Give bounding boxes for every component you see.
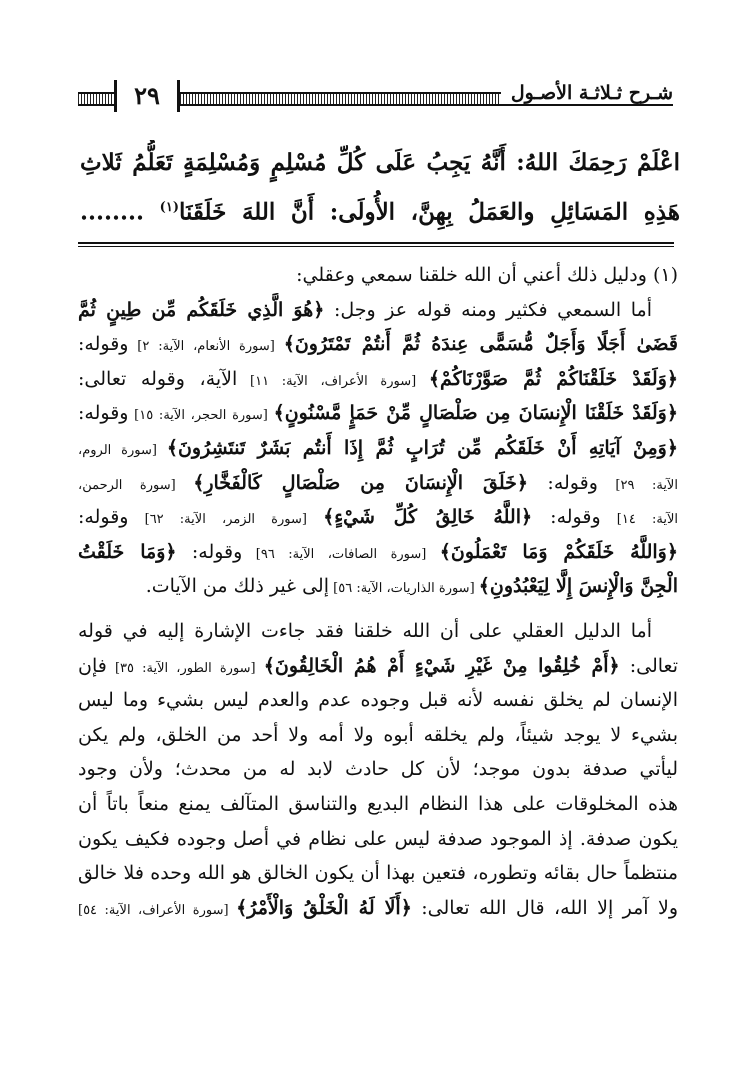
- surah-reference: [سورة الطور، الآية: ٣٥]: [106, 660, 264, 676]
- commentary-line: [78, 466, 678, 501]
- commentary-line: [78, 891, 678, 926]
- quran-verse: قَضَىٰ أَجَلًا وَأَجَلٌ مُّسَمًّى عِندَهُ ثُمَّ أَنتُمْ تَمْتَرُونَ﴾: [283, 333, 678, 356]
- quran-verse: ﴿وَلَقَدْ خَلَقْنَا الْإِنسَانَ مِن صَلْصَالٍ مِّنْ حَمَإٍ مَّسْنُونٍ﴾: [273, 402, 678, 425]
- footnote-reference: (١): [159, 200, 179, 215]
- quran-verse: ﴿وَاللَّهُ خَلَقَكُمْ وَمَا تَعْمَلُونَ﴾: [439, 540, 678, 563]
- commentary-text: وقوله:: [176, 540, 243, 563]
- commentary-line: يكون صدفة. إذ الموجود صدفة ليس على نظام في أصل وجوده فكيف يكون: [78, 827, 678, 850]
- quran-verse: ﴿اللَّهُ خَالِقُ كُلِّ شَيْءٍ﴾: [323, 506, 533, 529]
- commentary-line: أما الدليل العقلي على أن الله خلقنا فقد جاءت الإشارة إليه في قوله: [78, 619, 652, 642]
- commentary-line: منتظماً حال بقائه وتطوره، فتعين بهذا أن يكون الخالق هو الله وحده فلا خالق: [78, 862, 678, 885]
- commentary-line: بشيء لا يوجد شيئاً، ولم يخلقه أبوه ولا أمه ولا أحد من الخلق، ولم يكن: [78, 723, 678, 746]
- commentary-text: أما السمعي فكثير ومنه قوله عز وجل:: [324, 298, 652, 321]
- commentary-line: [78, 431, 678, 466]
- commentary-text: فإن: [78, 654, 107, 677]
- surah-reference: الآية: ٢٩]: [597, 477, 678, 493]
- dotted-leader: ........: [80, 198, 145, 226]
- surah-reference: [سورة الحجر، الآية: ١٥]: [128, 408, 274, 424]
- main-text: [80, 140, 680, 235]
- quran-verse: ﴿وَمَا خَلَقْتُ: [78, 540, 177, 563]
- commentary-text: إلى غير ذلك من الآيات.: [145, 575, 329, 598]
- commentary-text: تعالى:: [619, 654, 678, 677]
- commentary: [78, 258, 678, 925]
- commentary-line: [78, 327, 678, 362]
- quran-verse: الْجِنَّ وَالْإِنسَ إِلَّا لِيَعْبُدُونِ﴾: [478, 575, 678, 598]
- quran-verse: ﴿وَلَقَدْ خَلَقْنَاكُمْ ثُمَّ صَوَّرْنَاكُمْ﴾: [428, 367, 678, 390]
- commentary-text: وقوله:: [528, 471, 598, 494]
- footnote-separator: [78, 242, 674, 247]
- commentary-text: ولا آمر إلا الله، قال الله تعالى:: [411, 896, 678, 919]
- commentary-line: [78, 535, 678, 570]
- quran-verse: ﴿وَمِنْ آيَاتِهِ أَنْ خَلَقَكُم مِّن تُرَابٍ ثُمَّ إِذَا أَنتُم بَشَرٌ تَنتَشِرُونَ﴾: [166, 436, 678, 459]
- commentary-text: وقوله:: [532, 506, 601, 529]
- commentary-text: الآية، وقوله تعالى:: [78, 367, 238, 390]
- surah-reference: [سورة الأعراف، الآية: ١١]: [237, 373, 429, 389]
- surah-reference: [سورة الذاريات، الآية: ٥٦]: [329, 581, 479, 597]
- commentary-text: وقوله:: [78, 402, 129, 425]
- commentary-line: [78, 362, 678, 397]
- book-title: شـرح ثـلاثـة الأصـول: [501, 82, 673, 104]
- commentary-line: [78, 649, 678, 684]
- paragraph-gap: [78, 604, 678, 614]
- main-text-line: [80, 185, 680, 235]
- main-text-segment: هَذِهِ المَسَائِلِ والعَمَلُ بِهِنَّ، الأُولَى: أَنَّ اللهَ خَلَقَنَا: [178, 198, 680, 226]
- quran-verse: ﴿هُوَ الَّذِي خَلَقَكُم مِّن طِينٍ ثُمَّ: [78, 298, 325, 321]
- quran-verse: ﴿خَلَقَ الْإِنسَانَ مِن صَلْصَالٍ كَالْفَخَّارِ﴾: [193, 471, 529, 494]
- surah-reference: [سورة الرحمن،: [78, 477, 194, 493]
- commentary-line: هذه المخلوقات على هذا النظام البديع والتناسق المتآلف يمنع منعاً باتاً أن: [78, 792, 678, 815]
- main-text-line: اعْلَمْ رَحِمَكَ اللهُ: أَنَّهُ يَجِبُ عَلَى كُلِّ مُسْلِمٍ وَمُسْلِمَةٍ تَعَلُّمُ ثَلاثِ: [80, 149, 680, 176]
- surah-reference: [سورة الزمر، الآية: ٦٢]: [128, 512, 324, 528]
- quran-verse: ﴿أَلَا لَهُ الْخَلْقُ وَالْأَمْرُ﴾: [236, 896, 412, 919]
- commentary-line: ليأتي صدفة بدون موجد؛ لأن كل حادث لابد له من محدث؛ ولأن وجود: [78, 758, 678, 781]
- running-header: [78, 81, 673, 114]
- surah-reference: الآية: ١٤]: [600, 512, 678, 528]
- commentary-line: [78, 396, 678, 431]
- commentary-line: الإنسان لم يخلق نفسه لأنه قبل وجوده عدم والعدم ليس بشيء وما ليس: [78, 689, 678, 712]
- commentary-line: [78, 569, 678, 604]
- surah-reference: [سورة الصافات، الآية: ٩٦]: [242, 546, 440, 562]
- surah-reference: [سورة الأنعام، الآية: ٢]: [128, 339, 284, 355]
- commentary-text: وقوله:: [78, 506, 129, 529]
- commentary-line: [78, 500, 678, 535]
- quran-verse: ﴿أَمْ خُلِقُوا مِنْ غَيْرِ شَيْءٍ أَمْ هُمُ الْخَالِقُونَ﴾: [263, 654, 620, 677]
- commentary-line: (١) ودليل ذلك أعني أن الله خلقنا سمعي وعقلي:: [296, 264, 678, 286]
- surah-reference: [سورة الأعراف، الآية: ٥٤]: [78, 902, 237, 918]
- page-number: ٢٩: [114, 80, 180, 112]
- commentary-line: [78, 293, 678, 328]
- commentary-text: وقوله:: [78, 333, 129, 356]
- surah-reference: [سورة الروم،: [78, 442, 167, 458]
